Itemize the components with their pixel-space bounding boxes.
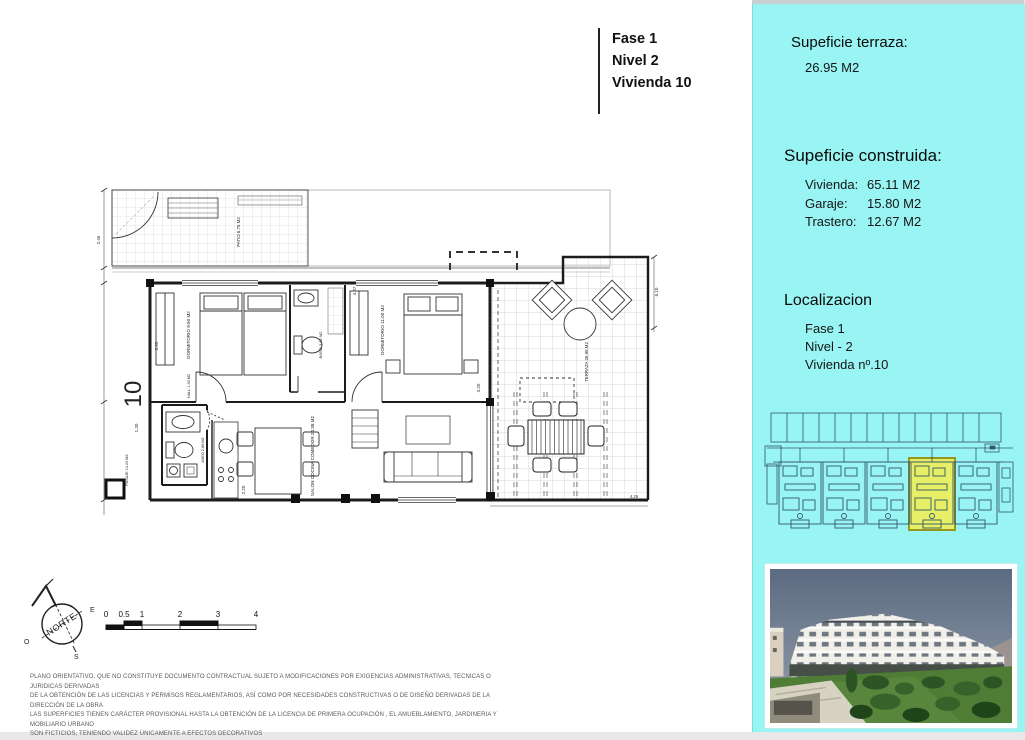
built-surface-rows <box>805 176 921 232</box>
compass-north-label: NORTE <box>44 610 79 638</box>
site-plan-units <box>779 462 997 528</box>
title-dwelling: Vivienda 10 <box>612 75 692 91</box>
terrace-surface-value: 26.95 M2 <box>805 60 860 75</box>
bedroom2-furniture <box>350 291 478 374</box>
bedroom1-furniture <box>156 293 286 375</box>
built-row-trastero <box>805 213 921 232</box>
dim-220: 2.20 <box>241 485 246 495</box>
living-furniture <box>214 410 472 498</box>
room-label-patio: PATIO 6.75 M2 <box>236 217 241 247</box>
built-surface-heading: Supeficie construida: <box>784 146 942 165</box>
disclaimer-line-4: SON FICTICIOS, TENIENDO VALIDEZ ÚNICAMENTE A EFECTOS DECORATIVOS <box>30 731 263 737</box>
room-label-aseo: ASEO 2.86 M2 <box>201 437 205 463</box>
built-row-value: 15.80 M2 <box>867 195 922 211</box>
unit-number: 10 <box>120 380 147 408</box>
dim-407: 4.07 <box>352 286 357 296</box>
scale-tick-4: 4 <box>253 610 259 619</box>
location-heading: Localizacion <box>784 292 873 309</box>
scale-bar <box>98 606 272 642</box>
room-label-bedroom2: DORMITORIO 11.00 M2 <box>380 305 385 355</box>
room-label-salon: SALON COCINA COMEDOR 24.38 M2 <box>310 415 315 497</box>
location-phase: Fase 1 <box>805 321 845 336</box>
compass-east-label: E <box>90 607 95 614</box>
selected-unit-highlight <box>909 458 955 530</box>
dim-320: 3.20 <box>476 383 481 393</box>
dim-610: 6.10 <box>654 287 659 297</box>
location-dwelling: Vivienda nº.10 <box>805 357 889 372</box>
title-phase: Fase 1 <box>612 31 658 47</box>
disclaimer-line-3: LAS SUPERFICIES TIENEN CARÁCTER PROVISIONAL HASTA LA OBTENCIÓN DE LA LICENCIA DE PRIMERA OCUPACIÓN , EL AMUEBLAMIENTO, JARDINERIA Y MOBILIARIO URBANO <box>30 712 497 728</box>
built-row-garaje <box>805 195 921 214</box>
scale-tick-05: 0.5 <box>118 610 130 619</box>
scale-tick-3: 3 <box>215 610 221 619</box>
location-lines <box>805 320 888 374</box>
scale-tick-1: 1 <box>139 610 145 619</box>
built-row-vivienda <box>805 176 921 195</box>
built-row-value: 65.11 M2 <box>867 177 921 192</box>
dim-246: 2.46 <box>96 235 101 245</box>
room-label-hall: HALL 1.40 M2 <box>187 373 191 399</box>
title-block <box>598 28 762 114</box>
built-row-label: Garaje: <box>805 195 848 211</box>
scale-tick-2: 2 <box>177 610 183 619</box>
title-level: Nivel 2 <box>612 53 659 69</box>
terrace-surface-heading: Supeficie terraza: <box>791 34 908 51</box>
dim-250: 2.50 <box>154 341 159 351</box>
site-plan-map <box>763 408 1019 536</box>
compass-south-label: S <box>74 654 79 661</box>
built-row-value: 12.67 M2 <box>867 214 922 229</box>
room-label-bath: BAÑO 3.85 M2 <box>318 331 323 359</box>
location-level: Nivel - 2 <box>805 339 853 354</box>
built-row-label: Vivienda: <box>805 177 859 192</box>
dim-426: 4.26 <box>629 494 639 499</box>
room-label-bedroom1: DORMITORIO 9.50 M2 <box>186 311 191 359</box>
dim-130: 1.30 <box>134 423 139 433</box>
building-render-photo <box>765 564 1017 728</box>
scale-tick-0: 0 <box>103 610 109 619</box>
info-panel <box>752 4 1025 732</box>
floor-plan-drawing <box>85 170 710 530</box>
compass-west-label: O <box>24 639 30 646</box>
built-row-label: Trastero: <box>805 214 857 229</box>
room-label-terraza: TERRAZA 26.95 M2 <box>584 342 589 382</box>
terrace-area <box>490 257 648 500</box>
disclaimer-line-2: DE LA OBTENCIÓN DE LAS LICENCIAS Y PERMISOS REGLAMENTARIOS, ASÍ COMO POR NECESIDADES CONSTRUCTIVAS O DE DISEÑO DERIVADAS DE LA DIRECCIÓN DE LA OBRA <box>30 693 490 709</box>
disclaimer-text <box>30 673 512 740</box>
room-label-pasaje: PASAJE 14.24 M2 <box>125 454 129 486</box>
patio-area <box>112 190 610 272</box>
aseo-furniture <box>166 412 200 477</box>
disclaimer-line-1: PLANO ORIENTATIVO, QUE NO CONSTITUYE DOCUMENTO CONTRACTUAL SUJETO A MODIFICACIONES POR EXIGENCIAS ADMINISTRATIVAS, TECNICAS O JURIDICAS DERIVADAS <box>30 674 491 690</box>
north-compass <box>18 578 102 662</box>
